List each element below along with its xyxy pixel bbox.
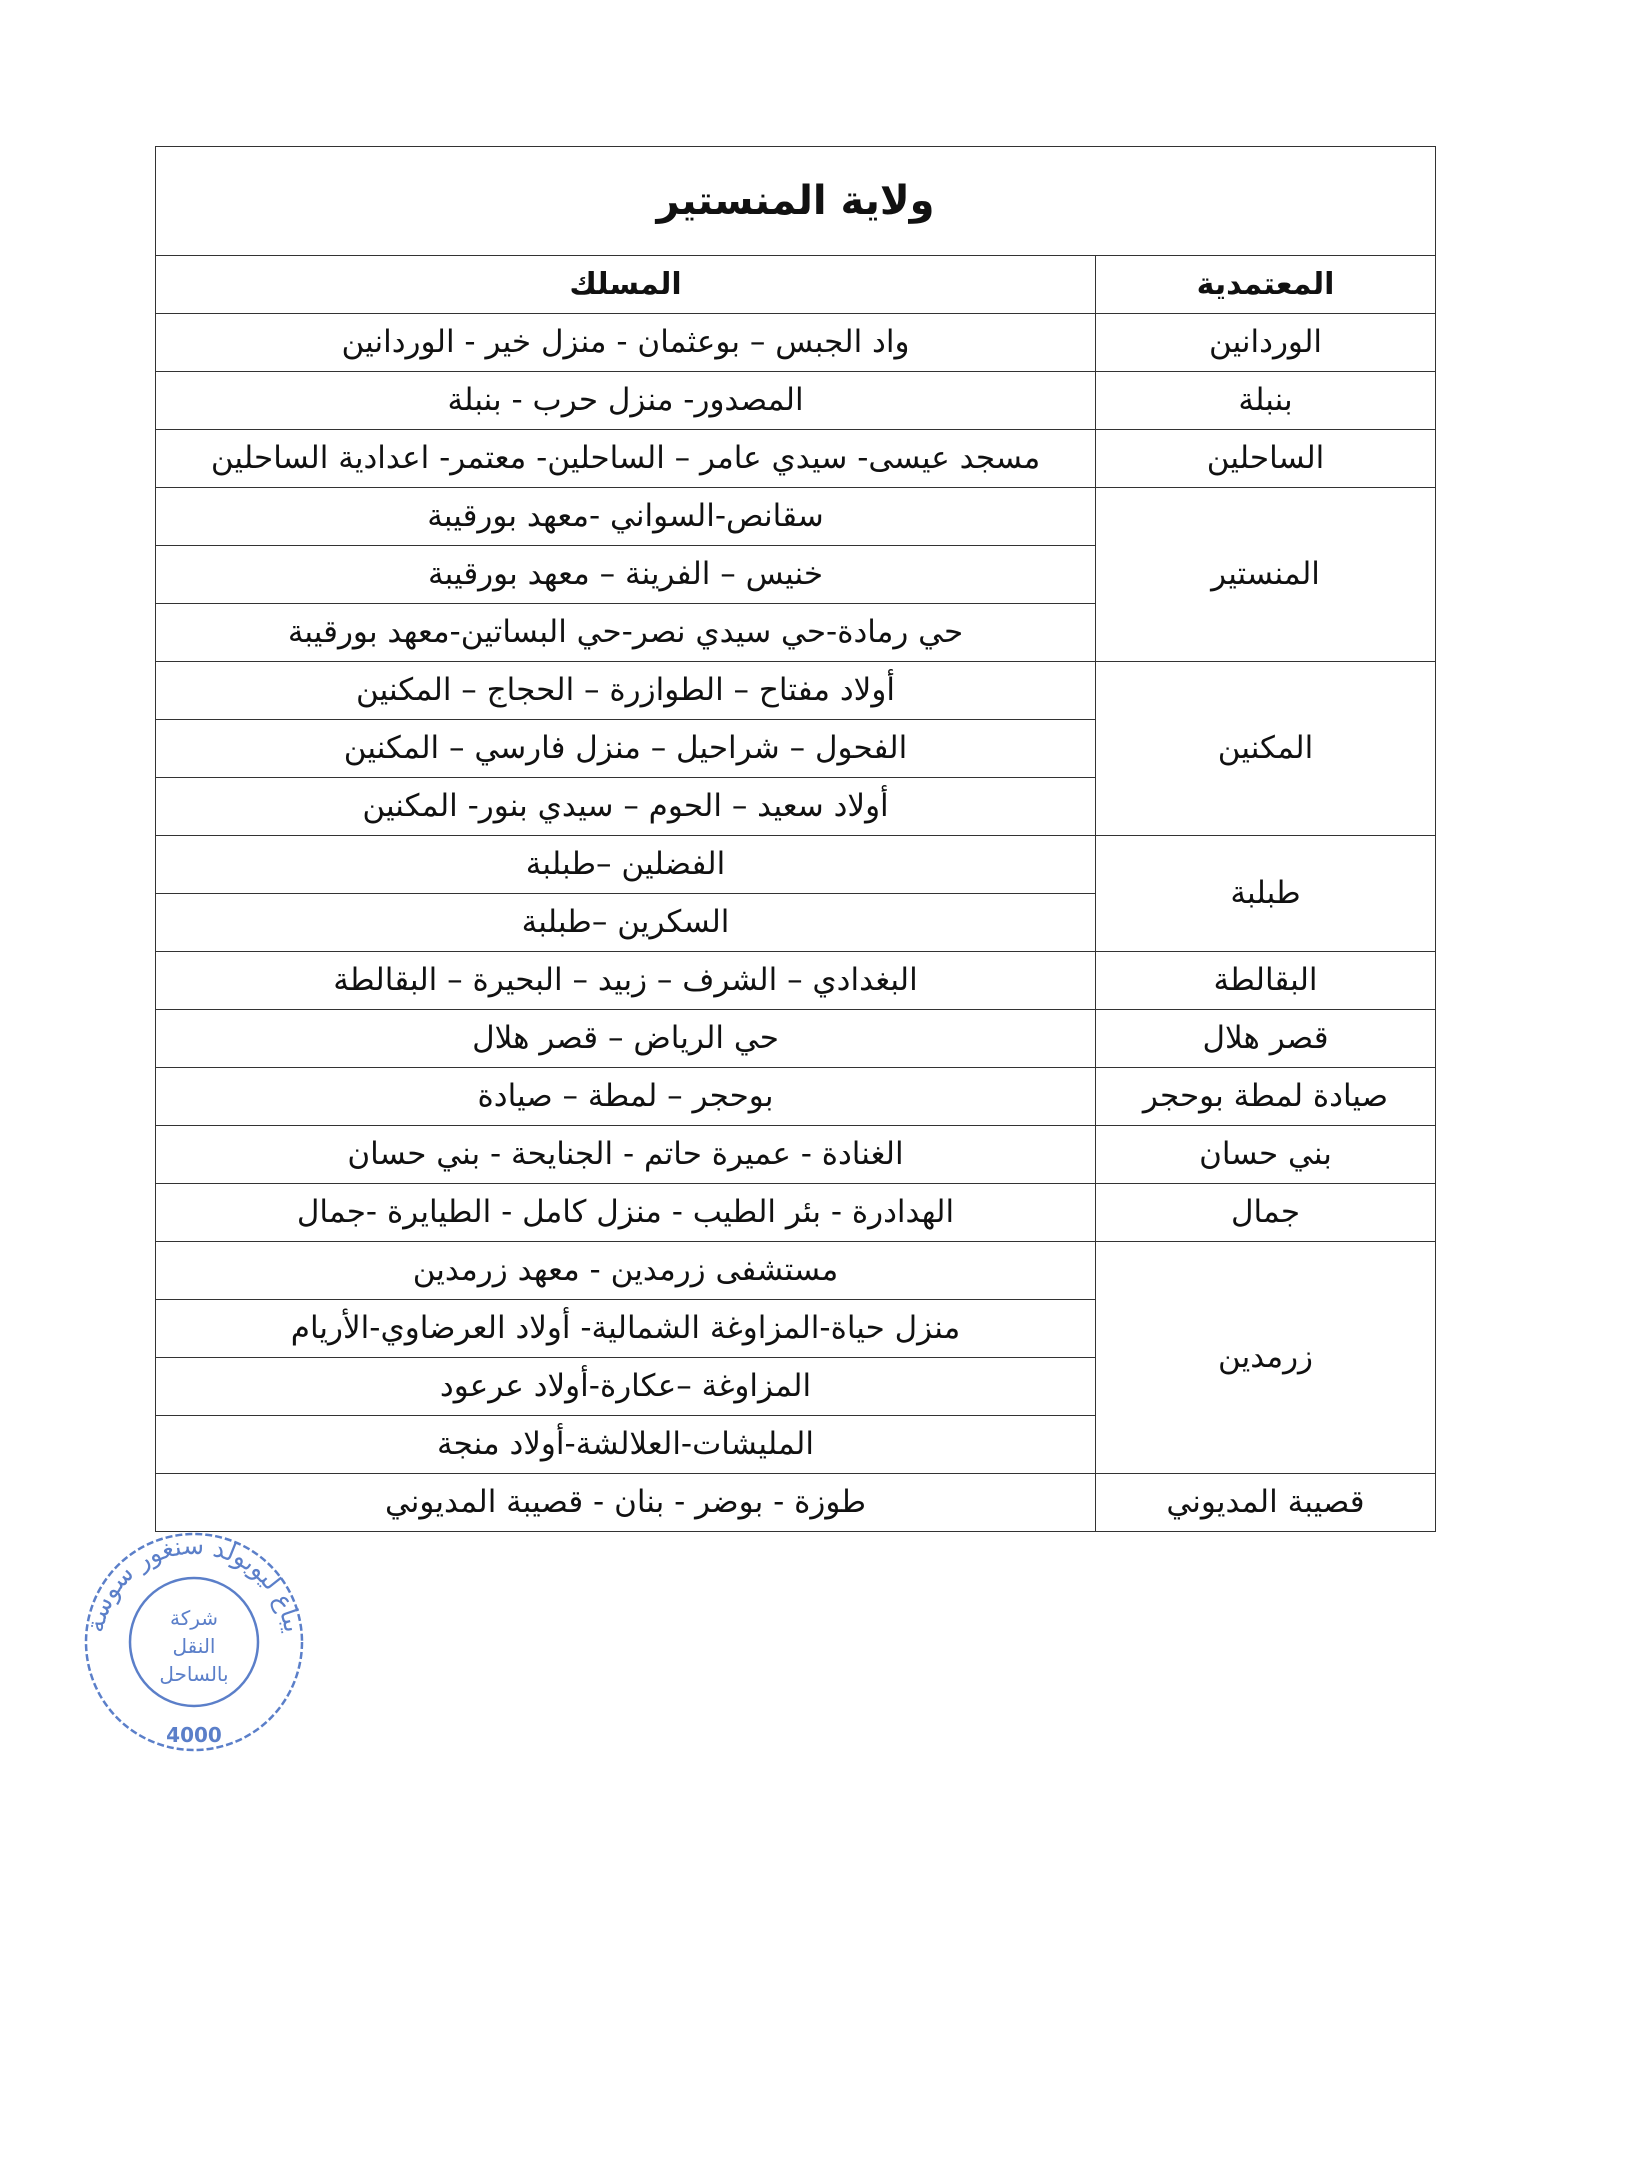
routes-table — [155, 146, 1436, 1532]
delegation-cell: زرمدين — [1096, 1242, 1436, 1474]
route-cell: البغدادي – الشرف – زبيد – البحيرة – البقالطة — [156, 952, 1096, 1010]
route-cell: أولاد مفتاح – الطوازرة – الحجاج – المكنين — [156, 662, 1096, 720]
delegation-cell: طبلبة — [1096, 836, 1436, 952]
header-row — [156, 256, 1436, 314]
route-cell: الغنادة - عميرة حاتم - الجنايحة - بني حسان — [156, 1126, 1096, 1184]
route-cell: مستشفى زرمدين - معهد زرمدين — [156, 1242, 1096, 1300]
delegation-cell: صيادة لمطة بوحجر — [1096, 1068, 1436, 1126]
route-cell: المزاوغة –عكارة-أولاد عرعود — [156, 1358, 1096, 1416]
route-cell: سقانص-السواني -معهد بورقيبة — [156, 488, 1096, 546]
title-row — [156, 147, 1436, 256]
table-row — [156, 1474, 1436, 1532]
table-row — [156, 836, 1436, 894]
delegation-cell: المنستير — [1096, 488, 1436, 662]
route-cell: أولاد سعيد – الحوم – سيدي بنور- المكنين — [156, 778, 1096, 836]
route-cell: حي رمادة-حي سيدي نصر-حي البساتين-معهد بورقيبة — [156, 604, 1096, 662]
route-cell: السكرين –طبلبة — [156, 894, 1096, 952]
route-cell: الفضلين –طبلبة — [156, 836, 1096, 894]
table-row — [156, 1184, 1436, 1242]
route-cell: بوحجر – لمطة – صيادة — [156, 1068, 1096, 1126]
delegation-cell: الوردانين — [1096, 314, 1436, 372]
table-row — [156, 1242, 1436, 1300]
document-sheet — [156, 146, 1436, 1532]
route-cell: الهدادرة - بئر الطيب - منزل كامل - الطيايرة -جمال — [156, 1184, 1096, 1242]
stamp-line-2: النقل — [172, 1634, 216, 1658]
route-cell: حي الرياض – قصر هلال — [156, 1010, 1096, 1068]
table-row — [156, 1068, 1436, 1126]
table-row — [156, 1010, 1436, 1068]
delegation-cell: بنبلة — [1096, 372, 1436, 430]
stamp-number: 4000 — [166, 1723, 222, 1747]
company-stamp — [80, 1528, 308, 1756]
route-cell: مسجد عيسى- سيدي عامر – الساحلين- معتمر- اعدادية الساحلين — [156, 430, 1096, 488]
route-cell: الفحول – شراحيل – منزل فارسي – المكنين — [156, 720, 1096, 778]
table-row — [156, 662, 1436, 720]
routes-body — [156, 314, 1436, 1532]
delegation-cell: المكنين — [1096, 662, 1436, 836]
delegation-cell: البقالطة — [1096, 952, 1436, 1010]
table-row — [156, 314, 1436, 372]
table-title: ولاية المنستير — [156, 147, 1436, 256]
route-cell: المليشات-العلالشة-أولاد منجة — [156, 1416, 1096, 1474]
table-row — [156, 430, 1436, 488]
route-cell: طوزة - بوضر - بنان - قصيبة المديوني — [156, 1474, 1096, 1532]
table-row — [156, 488, 1436, 546]
table-row — [156, 952, 1436, 1010]
stamp-line-3: بالساحل — [159, 1662, 229, 1686]
delegation-cell: الساحلين — [1096, 430, 1436, 488]
header-route: المسلك — [156, 256, 1096, 314]
delegation-cell: قصر هلال — [1096, 1010, 1436, 1068]
route-cell: واد الجبس – بوعثمان - منزل خير - الوردانين — [156, 314, 1096, 372]
route-cell: منزل حياة-المزاوغة الشمالية- أولاد العرضاوي-الأريام — [156, 1300, 1096, 1358]
table-row — [156, 1126, 1436, 1184]
table-row — [156, 372, 1436, 430]
route-cell: المصدور- منزل حرب - بنبلة — [156, 372, 1096, 430]
stamp-line-1: شركة — [169, 1606, 219, 1630]
route-cell: خنيس – الفرينة – معهد بورقيبة — [156, 546, 1096, 604]
stamp-ring-text: يباع ليوبولد سنغور سوسة — [80, 1530, 308, 1635]
header-delegation: المعتمدية — [1096, 256, 1436, 314]
delegation-cell: قصيبة المديوني — [1096, 1474, 1436, 1532]
delegation-cell: بني حسان — [1096, 1126, 1436, 1184]
delegation-cell: جمال — [1096, 1184, 1436, 1242]
